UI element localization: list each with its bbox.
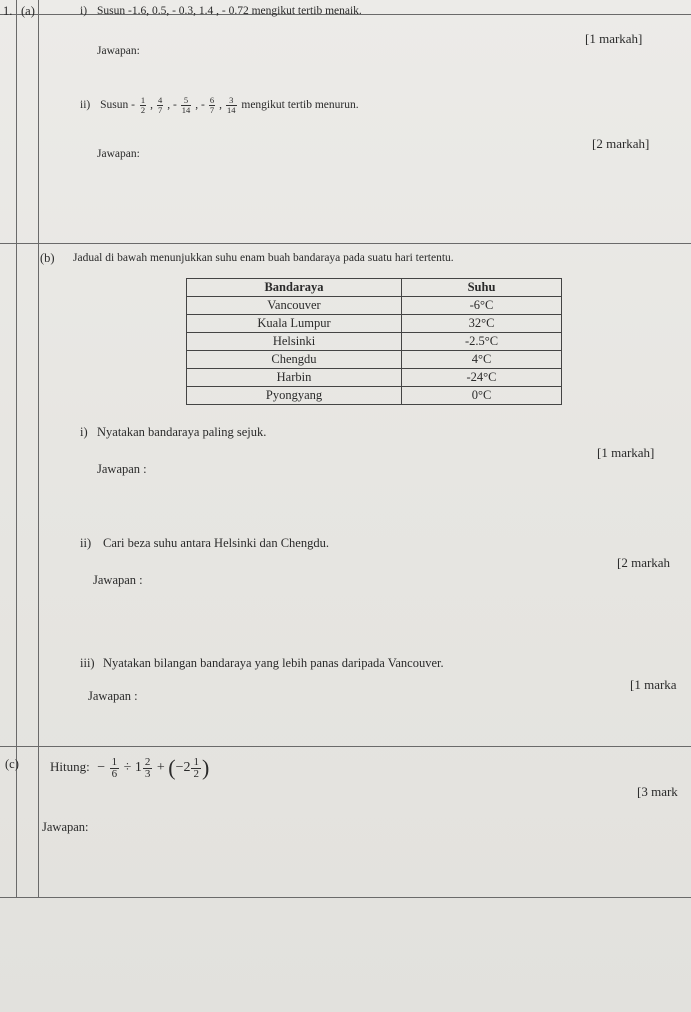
- question-number: 1.: [3, 4, 13, 18]
- part-b-q3-text: Nyatakan bilangan bandaraya yang lebih panas daripada Vancouver.: [103, 656, 444, 670]
- part-c-answer-label: Jawapan:: [42, 820, 89, 834]
- part-b-q1-marks: [1 markah]: [597, 445, 655, 460]
- table-row: [187, 387, 562, 405]
- fraction-list: [138, 95, 239, 115]
- fraction: [209, 96, 215, 115]
- margin-line-2: [38, 0, 39, 897]
- bottom-rule: [0, 897, 691, 898]
- part-b-q2-marks: [2 markah: [617, 555, 671, 570]
- part-a-q1-answer-label: Jawapan:: [97, 45, 140, 57]
- table-header-city: Bandaraya: [187, 279, 402, 297]
- table-cell-city: Vancouver: [187, 297, 402, 315]
- term2-whole: 1: [134, 760, 142, 776]
- part-a-q2-question: [80, 96, 359, 115]
- part-b-q1-answer-label: Jawapan :: [97, 462, 147, 476]
- part-a-label: (a): [21, 4, 35, 18]
- part-b-intro: Jadual di bawah menunjukkan suhu enam buah bandaraya pada suatu hari tertentu.: [73, 252, 454, 264]
- part-b-label: (b): [40, 251, 55, 265]
- table-row: [187, 315, 562, 333]
- part-a-q1-marks: [1 markah]: [585, 31, 643, 46]
- fraction-denominator: 14: [181, 105, 191, 115]
- table-cell-temp: 4°C: [402, 351, 562, 369]
- temperature-table: [186, 278, 562, 405]
- table-cell-city: Helsinki: [187, 333, 402, 351]
- table-cell-city: Chengdu: [187, 351, 402, 369]
- part-b-q2-answer-label: Jawapan :: [93, 573, 143, 587]
- table-row: [187, 351, 562, 369]
- table-cell-temp: -6°C: [402, 297, 562, 315]
- part-c-expression: [50, 755, 209, 781]
- fraction-numerator: 1: [140, 95, 146, 105]
- fraction: [226, 96, 237, 115]
- fraction-numerator: 3: [226, 96, 237, 106]
- fraction-denominator: 14: [227, 105, 236, 115]
- term2-fraction: $\frac{2}{3}$: [144, 755, 151, 780]
- part-b-q3-marks: [1 marka: [630, 677, 677, 692]
- table-cell-city: Kuala Lumpur: [187, 315, 402, 333]
- right-paren: ): [201, 755, 210, 780]
- table-cell-temp: -2.5°C: [402, 333, 562, 351]
- section-divider-c: [0, 746, 691, 747]
- table-row: [187, 333, 562, 351]
- table-header-row: [187, 279, 562, 297]
- fraction: [140, 96, 146, 115]
- divide-operator: ÷: [123, 760, 132, 776]
- term1-sign: −: [97, 760, 106, 776]
- fraction-denominator: 2: [140, 105, 146, 115]
- fraction: [181, 96, 192, 115]
- fraction-denominator: 7: [209, 105, 215, 115]
- fraction-separator: , -: [195, 99, 205, 112]
- term1-fraction: $\frac{1}{6}$: [111, 755, 118, 780]
- table-cell-city: Harbin: [187, 369, 402, 387]
- part-a-q1-number: i): [80, 5, 88, 17]
- part-a-q2-marks: [2 markah]: [592, 136, 650, 151]
- table-cell-temp: 0°C: [402, 387, 562, 405]
- table-cell-temp: 32°C: [402, 315, 562, 333]
- part-b-q1-text: Nyatakan bandaraya paling sejuk.: [97, 425, 267, 439]
- plus-operator: +: [156, 760, 165, 776]
- part-c-label: (c): [5, 757, 19, 771]
- section-divider-b: [0, 243, 691, 244]
- fraction-numerator: 4: [157, 95, 163, 105]
- left-paren: (: [168, 755, 176, 780]
- part-b-q3-answer-label: Jawapan :: [88, 689, 138, 703]
- fraction-separator: ,: [150, 99, 153, 112]
- part-c-prefix: Hitung:: [50, 759, 90, 775]
- fraction-numerator: 6: [209, 95, 215, 105]
- part-b-q3-number: iii): [80, 656, 95, 670]
- part-a-q2-answer-label: Jawapan:: [97, 148, 140, 160]
- table-cell-city: Pyongyang: [187, 387, 402, 405]
- table-row: [187, 297, 562, 315]
- part-a-q2-number: ii): [80, 99, 91, 112]
- fraction-separator: ,: [219, 99, 222, 112]
- fraction-denominator: 7: [157, 105, 163, 115]
- table-row: [187, 369, 562, 387]
- part-c-marks: [3 mark: [637, 784, 678, 799]
- part-a-q2-prefix: Susun -: [100, 99, 135, 112]
- part-b-q2-text: Cari beza suhu antara Helsinki dan Chengdu.: [103, 536, 329, 550]
- part-a-q2-suffix: mengikut tertib menurun.: [241, 99, 359, 112]
- table-header-temp: Suhu: [402, 279, 562, 297]
- term3-fraction: $\frac{1}{2}$: [193, 755, 199, 780]
- part-b-q1-number: i): [80, 425, 88, 439]
- fraction-separator: , -: [167, 99, 177, 112]
- part-b-q2-number: ii): [80, 536, 92, 550]
- fraction-numerator: 5: [181, 96, 192, 106]
- table-cell-temp: -24°C: [402, 369, 562, 387]
- fraction: [157, 96, 163, 115]
- term3-sign: −2: [175, 760, 191, 776]
- part-a-q1-text: Susun -1.6, 0.5, - 0.3, 1.4 , - 0.72 mengikut tertib menaik.: [97, 5, 362, 17]
